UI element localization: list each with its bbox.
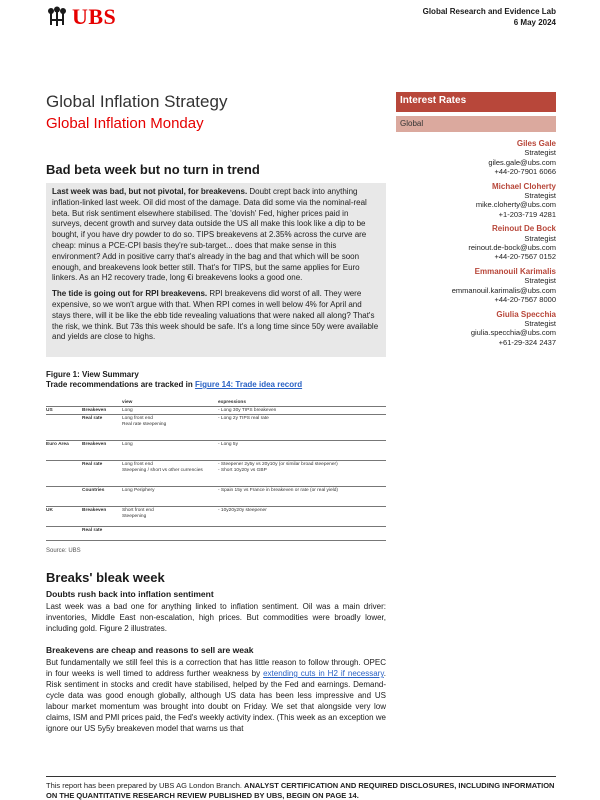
analyst-phone: +44-20-7901 6066 <box>494 167 556 177</box>
subsection-heading: Doubts rush back into inflation sentiment <box>46 589 214 599</box>
trade-record-link[interactable]: Figure 14: Trade idea record <box>194 380 303 389</box>
region-cell: US <box>46 408 53 413</box>
analyst-phone: +61-29-324 2437 <box>498 337 556 347</box>
analyst-card <box>386 182 556 220</box>
analyst-name: Michael Cloherty <box>491 181 556 191</box>
ubs-logo <box>46 4 116 30</box>
table-row <box>46 527 386 541</box>
body-paragraph <box>46 657 386 734</box>
section-bar: Interest Rates <box>396 92 556 112</box>
category-cell: Real rate <box>82 528 103 533</box>
category-cell: Real rate <box>82 462 103 467</box>
report-title: Global Inflation Strategy <box>46 92 228 111</box>
analyst-card <box>386 139 556 177</box>
analyst-card <box>386 224 556 262</box>
analyst-name: Emmanouil Karimalis <box>474 266 556 276</box>
expression-cell: - 10y20y20y steepener <box>218 508 267 513</box>
opec-link[interactable]: extending cuts in H2 if necessary <box>263 669 384 678</box>
analyst-list <box>386 139 556 352</box>
analyst-phone: +1-203-719 4281 <box>498 209 556 219</box>
subsection-heading: Breakevens are cheap and reasons to sell are weak <box>46 645 254 655</box>
figure-subtitle <box>46 380 302 389</box>
category-cell: Breakeven <box>82 508 107 513</box>
analyst-role: Strategist <box>524 318 556 328</box>
summary-paragraph <box>52 289 380 343</box>
region-bar: Global <box>396 116 556 132</box>
view-cell: Long front end Steepening / short vs other currencies <box>122 462 203 474</box>
table-row <box>46 461 386 487</box>
expression-cell: - Steepener 2y5y vs 20y10y (or similar broad steepener) - Short 10y20y vs GBP <box>218 462 338 474</box>
category-cell: Breakeven <box>82 442 107 447</box>
analyst-email[interactable]: emmanouil.karimalis@ubs.com <box>451 285 556 295</box>
view-summary-table <box>46 399 386 541</box>
expression-cell: - Long 2y TIPS real rate <box>218 416 269 421</box>
body-paragraph: Last week was a bad one for anything linked to inflation sentiment. Oil was a main driver: inventories, Middle East non-escalation, high prices. But commodities were broadly lower, including gold. Figure 2 illustrates. <box>46 602 386 633</box>
analyst-phone: +44-20-7567 0152 <box>494 252 556 262</box>
header-info <box>423 6 556 28</box>
analyst-card <box>386 310 556 348</box>
view-cell: Short front end Steepening <box>122 508 154 520</box>
logo-text: UBS <box>72 4 117 29</box>
analyst-role: Strategist <box>524 276 556 286</box>
summary-text: Doubt crept back into anything inflation-linked last week. Oil did most of the damage. Data did some via the nominal-real beta. But risk sentiment elsewhere stabilised. The 'dovish' Fed, higher prices paid in surveys, decent growth and survey data outside the US all make this look like a dip to be bought, if you have dry powder to do so. TIPS breakevens at 2.35% across the curve are cheap: minus a PCE-CPI basis they're sub-target... does that make sense in this environment? Add in positive carry that's already in the bag and that which will be soon enough, and breakevens look better still. That's for TIPS, but the same applies for Euro linkers. As an H2 recovery trade, long €i breakevens looks a good one. <box>52 187 367 283</box>
figure-source: Source: UBS <box>46 548 81 554</box>
main-heading: Bad beta week but no turn in trend <box>46 162 260 177</box>
keys-icon <box>46 6 68 28</box>
paragraph-text: . Risk sentiment in stocks and credit have stabilised, helped by the Fed and earnings. Demand-cycle data was good enough globally, although US data has been less impressive and US labour market momentum was brought into doubt on Friday. We set that alongside very low claims, ISM and PMI prices paid, the Fed's weekly activity index. (This week as an exception we ignore our US 5y5y breakeven model that warns us that <box>46 669 386 733</box>
region-cell: UK <box>46 508 53 513</box>
analyst-role: Strategist <box>524 148 556 158</box>
footer-divider <box>46 776 556 777</box>
figure-subtitle-text: Trade recommendations are tracked in <box>46 380 195 389</box>
division-label: Global Research and Evidence Lab <box>422 7 556 16</box>
region-cell: Euro Area <box>46 442 69 447</box>
summary-text: RPI breakevens did worst of all. They were expensive, so we won't argue with that. When RPI comes in well below 4% for April and stays there, will it be like the ebb tide revealing valuations that were naked all along? That's the risk, we think. But 73s this week should be safe. It's a long time since 50y were available and yields are close to highs. <box>52 289 379 342</box>
summary-lead: Last week was bad, but not pivotal, for breakevens. <box>52 187 248 196</box>
analyst-phone: +44-20-7567 8000 <box>494 295 556 305</box>
table-header <box>46 399 386 407</box>
footer-text: This report has been prepared by UBS AG London Branch. <box>46 781 245 790</box>
analyst-name: Reinout De Bock <box>491 224 556 234</box>
expression-cell: - Spain 15y vs France in breakeven or rate (or real yield) <box>218 488 338 493</box>
header-cell: expressions <box>218 400 246 405</box>
category-cell: Breakeven <box>82 408 107 413</box>
analyst-card <box>386 267 556 305</box>
section-heading: Breaks' bleak week <box>46 570 165 585</box>
report-subtitle: Global Inflation Monday <box>46 115 204 132</box>
analyst-email[interactable]: reinout.de-bock@ubs.com <box>468 243 556 253</box>
view-cell: Long front end Real rate steepening <box>122 416 167 428</box>
header-cell: view <box>122 400 133 405</box>
disclosure-footer <box>46 781 556 800</box>
expression-cell: - Long 30y TIPS breakeven <box>218 408 277 413</box>
view-cell: Long <box>122 442 133 447</box>
paragraph-text: But fundamentally we still feel this is a correction that has little reason to follow through. OPEC in four weeks is well timed to address further weakness by <box>46 658 386 678</box>
analyst-name: Giles Gale <box>516 139 556 148</box>
summary-paragraph <box>52 187 380 284</box>
analyst-email[interactable]: mike.cloherty@ubs.com <box>475 200 556 210</box>
expression-cell: - Long 5y <box>218 442 239 447</box>
table-row <box>46 507 386 527</box>
analyst-email[interactable]: giles.gale@ubs.com <box>488 157 556 167</box>
table-row <box>46 441 386 461</box>
summary-lead: The tide is going out for RPI breakevens. <box>52 289 208 299</box>
table-row <box>46 415 386 441</box>
report-date: 6 May 2024 <box>513 18 556 27</box>
view-cell: Long <box>122 408 133 413</box>
category-cell: Real rate <box>82 416 103 421</box>
category-cell: Countries <box>82 488 105 493</box>
footer-disclosure: ANALYST CERTIFICATION AND REQUIRED DISCLOSURES, INCLUDING INFORMATION ON THE QUANTITATIVE RESEARCH REVIEW PUBLISHED BY UBS, BEGIN ON PAGE 14. <box>46 781 555 800</box>
analyst-email[interactable]: giulia.specchia@ubs.com <box>470 328 556 338</box>
summary-box <box>46 183 386 357</box>
figure-title: Figure 1: View Summary <box>46 370 139 379</box>
analyst-role: Strategist <box>524 233 556 243</box>
analyst-name: Giulia Specchia <box>496 309 556 319</box>
table-row <box>46 407 386 415</box>
table-row <box>46 487 386 507</box>
analyst-role: Strategist <box>524 191 556 201</box>
view-cell: Long Periphery <box>122 488 155 493</box>
